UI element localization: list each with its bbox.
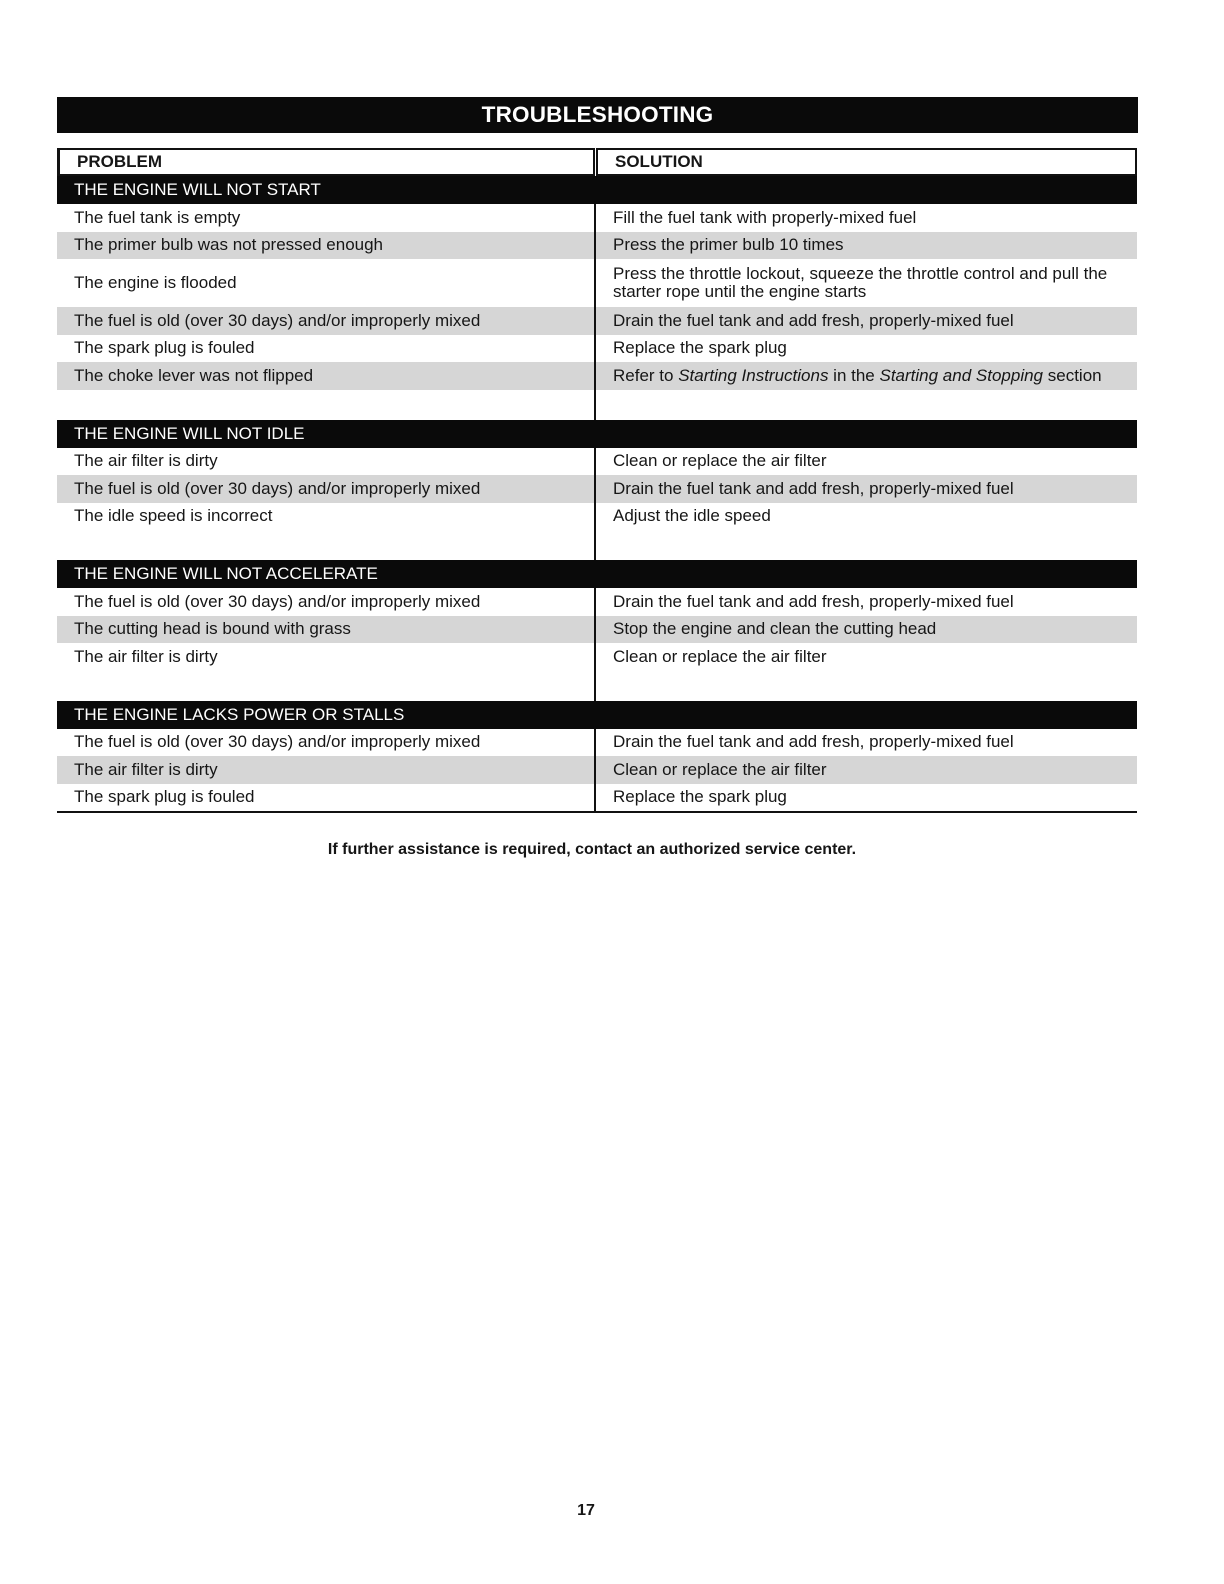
table-row <box>57 232 1137 260</box>
problem-column-header: PROBLEM <box>57 148 595 176</box>
problem-cell: The choke lever was not flipped <box>57 362 594 390</box>
problem-cell: The air filter is dirty <box>74 646 218 666</box>
solution-text-part: Refer to <box>613 365 679 385</box>
section-spacer <box>57 390 1137 420</box>
table-row <box>57 729 1137 757</box>
solution-cell: Adjust the idle speed <box>594 503 1137 531</box>
section-reference: Starting and Stopping <box>879 365 1044 385</box>
problem-cell: The fuel is old (over 30 days) and/or improperly mixed <box>74 732 481 752</box>
solution-text-part: in the <box>828 365 880 385</box>
section-heading: THE ENGINE WILL NOT ACCELERATE <box>57 560 1137 588</box>
problem-cell: The engine is flooded <box>74 273 237 292</box>
problem-cell: The spark plug is fouled <box>74 787 255 807</box>
problem-cell: The spark plug is fouled <box>74 338 255 358</box>
section-heading: THE ENGINE WILL NOT IDLE <box>57 420 1137 448</box>
spacer-left <box>57 530 594 560</box>
table-row <box>57 448 1137 476</box>
troubleshooting-table <box>57 148 1137 813</box>
solution-cell <box>594 362 1137 390</box>
solution-column-header: SOLUTION <box>596 148 1137 176</box>
solution-cell: Drain the fuel tank and add fresh, properly-mixed fuel <box>594 307 1137 335</box>
table-row <box>57 588 1137 616</box>
section-spacer <box>57 530 1137 560</box>
column-divider <box>594 671 1137 701</box>
section-engine-lacks-power-or-stalls <box>57 701 1137 812</box>
table-row <box>57 307 1137 335</box>
problem-cell: The fuel is old (over 30 days) and/or improperly mixed <box>57 475 594 503</box>
solution-cell: Replace the spark plug <box>594 784 1137 812</box>
solution-cell: Drain the fuel tank and add fresh, properly-mixed fuel <box>594 729 1137 757</box>
solution-cell: Stop the engine and clean the cutting head <box>594 616 1137 644</box>
solution-cell: Fill the fuel tank with properly-mixed fuel <box>594 204 1137 232</box>
table-bottom-rule <box>57 811 1137 813</box>
table-row <box>57 616 1137 644</box>
table-row <box>57 784 1137 812</box>
table-row <box>57 204 1137 232</box>
section-reference: Starting Instructions <box>678 365 829 385</box>
section-engine-will-not-accelerate <box>57 560 1137 671</box>
solution-cell: Clean or replace the air filter <box>594 643 1137 671</box>
table-row <box>57 259 1137 307</box>
section-engine-will-not-start <box>57 176 1137 390</box>
spacer-left <box>57 390 594 420</box>
table-row <box>57 756 1137 784</box>
column-divider <box>594 390 1137 420</box>
solution-cell: Clean or replace the air filter <box>594 448 1137 476</box>
solution-text <box>613 367 1102 385</box>
solution-cell: Clean or replace the air filter <box>594 756 1137 784</box>
section-spacer <box>57 671 1137 701</box>
assistance-note: If further assistance is required, contact an authorized service center. <box>327 841 857 858</box>
section-engine-will-not-idle <box>57 420 1137 531</box>
page-number: 17 <box>577 1502 595 1519</box>
table-row <box>57 362 1137 390</box>
problem-cell: The fuel tank is empty <box>74 207 241 227</box>
problem-cell: The fuel is old (over 30 days) and/or improperly mixed <box>74 591 481 611</box>
column-divider <box>594 530 1137 560</box>
table-row <box>57 475 1137 503</box>
problem-cell: The fuel is old (over 30 days) and/or improperly mixed <box>57 307 594 335</box>
section-heading: THE ENGINE LACKS POWER OR STALLS <box>57 701 1137 729</box>
problem-cell: The cutting head is bound with grass <box>57 616 594 644</box>
problem-cell: The air filter is dirty <box>74 451 218 471</box>
section-heading: THE ENGINE WILL NOT START <box>57 176 1137 204</box>
solution-cell: Press the primer bulb 10 times <box>594 232 1137 260</box>
page-title: TROUBLESHOOTING <box>57 97 1138 133</box>
table-row <box>57 643 1137 671</box>
column-header-row <box>57 148 1137 176</box>
solution-text-part: section <box>1043 365 1102 385</box>
problem-cell: The primer bulb was not pressed enough <box>57 232 594 260</box>
problem-cell: The idle speed is incorrect <box>74 506 273 526</box>
problem-cell: The air filter is dirty <box>57 756 594 784</box>
table-row <box>57 335 1137 363</box>
solution-cell: Press the throttle lockout, squeeze the throttle control and pull the starter rope until the engine starts <box>594 259 1137 307</box>
spacer-left <box>57 671 594 701</box>
solution-cell: Drain the fuel tank and add fresh, properly-mixed fuel <box>594 475 1137 503</box>
table-row <box>57 503 1137 531</box>
solution-cell: Drain the fuel tank and add fresh, properly-mixed fuel <box>594 588 1137 616</box>
solution-cell: Replace the spark plug <box>594 335 1137 363</box>
